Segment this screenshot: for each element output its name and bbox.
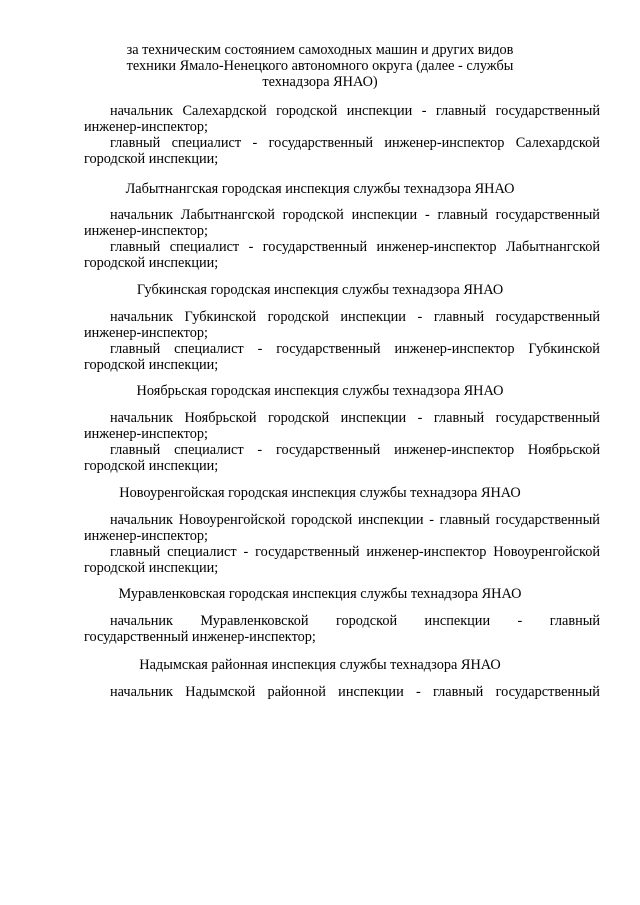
word: - bbox=[415, 684, 421, 700]
word: главный bbox=[433, 410, 485, 426]
paragraph-line bbox=[110, 613, 600, 629]
word: инспекции bbox=[346, 103, 413, 119]
word: Ноябрьской bbox=[527, 442, 600, 458]
word: главный bbox=[437, 207, 488, 223]
word: начальник bbox=[110, 207, 173, 223]
paragraph-line bbox=[110, 207, 600, 223]
paragraph-line: инженер-инспектор; bbox=[84, 223, 208, 239]
paragraph-line bbox=[110, 309, 600, 325]
word: государственный bbox=[495, 207, 600, 223]
word: - bbox=[257, 341, 263, 357]
paragraph-line: городской инспекции; bbox=[84, 151, 219, 167]
paragraph-line bbox=[110, 239, 600, 255]
word: государственный bbox=[495, 410, 600, 426]
section-title: Надымская районная инспекция службы технадзора ЯНАО bbox=[139, 657, 501, 673]
word: специалист bbox=[174, 442, 244, 458]
word: городской bbox=[268, 410, 330, 426]
word: специалист bbox=[171, 135, 242, 151]
word: - bbox=[417, 410, 423, 426]
paragraph-line bbox=[110, 135, 600, 151]
word: инспекции bbox=[340, 410, 407, 426]
word: городской bbox=[267, 309, 329, 325]
word: городской bbox=[276, 103, 338, 119]
word: государственный bbox=[495, 103, 600, 119]
word: инспекции bbox=[340, 309, 406, 325]
section-title: Новоуренгойская городская инспекция службы технадзора ЯНАО bbox=[119, 485, 521, 501]
header-line: техники Ямало-Ненецкого автономного округа (далее - службы bbox=[126, 58, 514, 74]
word: Губкинской bbox=[528, 341, 600, 357]
word: главный bbox=[110, 239, 161, 255]
word: инженер-инспектор bbox=[376, 239, 497, 255]
word: начальник bbox=[110, 309, 173, 325]
word: главный bbox=[110, 544, 161, 560]
word: инспекции bbox=[338, 684, 404, 700]
section-title: Ноябрьская городская инспекция службы технадзора ЯНАО bbox=[136, 383, 504, 399]
word: инженер-инспектор bbox=[394, 341, 515, 357]
word: начальник bbox=[110, 410, 173, 426]
word: Лабытнангской bbox=[180, 207, 275, 223]
word: - bbox=[424, 207, 430, 223]
word: инженер-инспектор bbox=[366, 544, 487, 560]
word: государственный bbox=[276, 341, 381, 357]
word: - bbox=[257, 442, 263, 458]
word: главный bbox=[433, 309, 485, 325]
word: - bbox=[421, 103, 427, 119]
word: Муравленковской bbox=[200, 613, 309, 629]
header-line: за техническим состоянием самоходных машин и других видов bbox=[126, 42, 514, 58]
word: специалист bbox=[169, 239, 240, 255]
word: городской bbox=[282, 207, 344, 223]
section-title: Губкинская городская инспекция службы технадзора ЯНАО bbox=[136, 282, 504, 298]
word: инспекции bbox=[351, 207, 418, 223]
word: городской bbox=[335, 613, 398, 629]
word: государственный bbox=[495, 309, 600, 325]
word: Салехардской bbox=[182, 103, 267, 119]
word: Губкинской bbox=[184, 309, 257, 325]
word: государственный bbox=[495, 512, 600, 528]
word: государственный bbox=[262, 239, 368, 255]
word: главный bbox=[110, 341, 161, 357]
header-line: технадзора ЯНАО) bbox=[262, 74, 378, 90]
word: городской bbox=[291, 512, 353, 528]
paragraph-line bbox=[110, 544, 600, 560]
paragraph-line: инженер-инспектор; bbox=[84, 325, 208, 341]
word: - bbox=[417, 309, 423, 325]
section-title: Муравленковская городская инспекция службы технадзора ЯНАО bbox=[118, 586, 522, 602]
word: специалист bbox=[167, 544, 237, 560]
paragraph-line: государственный инженер-инспектор; bbox=[84, 629, 316, 645]
paragraph-line: городской инспекции; bbox=[84, 458, 219, 474]
word: главный bbox=[549, 613, 600, 629]
word: инженер-инспектор bbox=[384, 135, 505, 151]
word: Новоуренгойской bbox=[178, 512, 286, 528]
word: государственный bbox=[255, 544, 360, 560]
word: Ноябрьской bbox=[184, 410, 257, 426]
word: - bbox=[248, 239, 254, 255]
word: начальник bbox=[110, 613, 173, 629]
paragraph-line bbox=[110, 410, 600, 426]
word: инспекции bbox=[424, 613, 491, 629]
paragraph-line: городской инспекции; bbox=[84, 560, 219, 576]
word: Салехардской bbox=[515, 135, 600, 151]
paragraph-line: городской инспекции; bbox=[84, 357, 219, 373]
word: государственный bbox=[495, 684, 600, 700]
word: Надымской bbox=[185, 684, 256, 700]
paragraph-line: инженер-инспектор; bbox=[84, 119, 208, 135]
word: начальник bbox=[110, 684, 173, 700]
word: Новоуренгойской bbox=[493, 544, 600, 560]
word: государственный bbox=[275, 442, 381, 458]
paragraph-line bbox=[110, 341, 600, 357]
paragraph-line bbox=[110, 442, 600, 458]
word: инженер-инспектор bbox=[394, 442, 515, 458]
word: специалист bbox=[174, 341, 244, 357]
paragraph-line bbox=[110, 512, 600, 528]
word: главный bbox=[110, 135, 161, 151]
word: Лабытнангской bbox=[505, 239, 600, 255]
paragraph-line: городской инспекции; bbox=[84, 255, 219, 271]
paragraph-line bbox=[110, 103, 600, 119]
word: главный bbox=[435, 103, 487, 119]
paragraph-line bbox=[110, 684, 600, 700]
word: - bbox=[429, 512, 434, 528]
word: - bbox=[517, 613, 523, 629]
word: начальник bbox=[110, 103, 173, 119]
word: главный bbox=[439, 512, 490, 528]
paragraph-line: инженер-инспектор; bbox=[84, 426, 208, 442]
section-title: Лабытнангская городская инспекция службы технадзора ЯНАО bbox=[125, 181, 515, 197]
word: районной bbox=[267, 684, 326, 700]
paragraph-line: инженер-инспектор; bbox=[84, 528, 208, 544]
word: главный bbox=[110, 442, 161, 458]
word: начальник bbox=[110, 512, 173, 528]
word: - bbox=[252, 135, 258, 151]
word: инспекции bbox=[357, 512, 424, 528]
word: государственный bbox=[268, 135, 373, 151]
word: главный bbox=[433, 684, 484, 700]
word: - bbox=[243, 544, 249, 560]
